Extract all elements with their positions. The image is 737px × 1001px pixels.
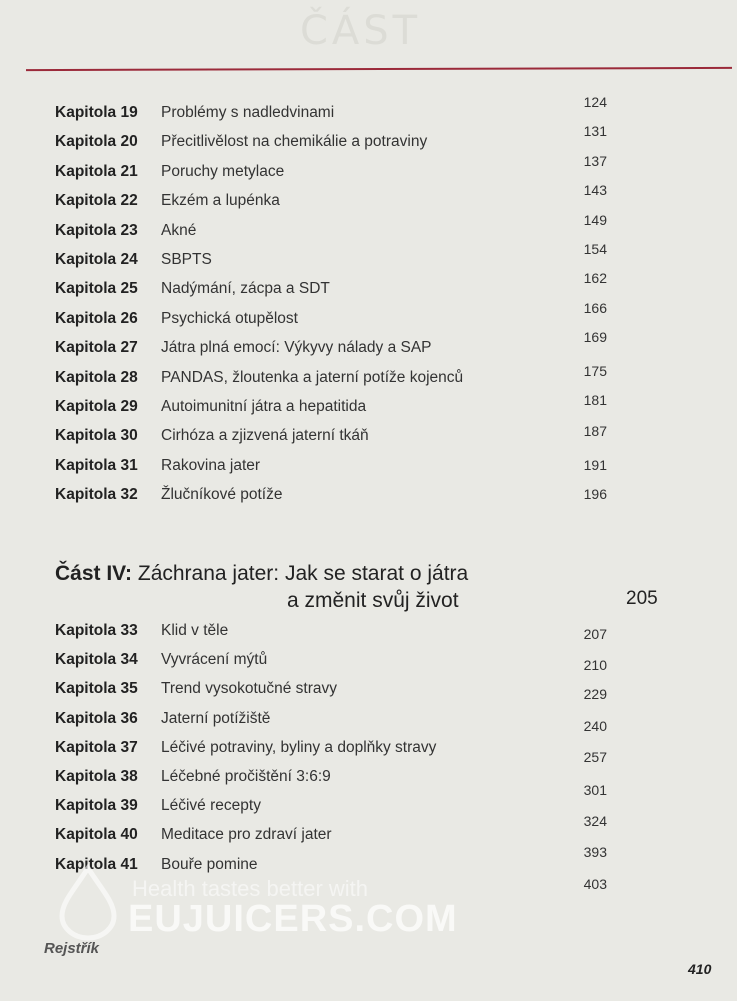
page-folio: 410: [688, 961, 712, 977]
chapter-title: Cirhóza a zjizvená jaterní tkáň: [161, 427, 369, 445]
chapter-label: Kapitola 38: [55, 768, 138, 785]
chapter-label: Kapitola 26: [55, 309, 138, 327]
chapter-page: 240: [583, 717, 607, 734]
chapter-title: SBPTS: [161, 251, 212, 268]
chapter-label: Kapitola 20: [55, 133, 138, 151]
chapter-page: 403: [583, 875, 607, 892]
chapter-title: Problémy s nadledvinami: [161, 104, 335, 121]
chapter-title: Rakovina jater: [161, 456, 261, 474]
watermark-brand: EUJUICERS.COM: [128, 898, 458, 940]
chapter-page: 257: [583, 748, 607, 765]
chapter-label: Kapitola 22: [55, 192, 138, 210]
part-label: Část IV:: [55, 562, 133, 585]
chapter-label: Kapitola 28: [55, 368, 138, 386]
chapter-page: 181: [583, 392, 607, 408]
chapter-title: PANDAS, žloutenka a jaterní potíže kojenců: [161, 368, 464, 386]
chapter-label: Kapitola 31: [55, 456, 138, 474]
chapter-page: 154: [583, 241, 607, 257]
part-title-line2: a změnit svůj život: [287, 589, 459, 612]
chapter-page: 393: [583, 844, 607, 861]
chapter-label: Kapitola 34: [55, 651, 138, 669]
chapter-title: Léčivé recepty: [161, 797, 261, 815]
chapter-page: 175: [583, 362, 607, 379]
part-heading: [55, 560, 468, 614]
chapter-page: 162: [583, 270, 607, 287]
chapter-page: 143: [583, 182, 607, 199]
chapter-label: Kapitola 35: [55, 680, 138, 698]
chapter-label: Kapitola 23: [55, 221, 138, 239]
part-page-number: 205: [626, 588, 658, 609]
index-link: Rejstřík: [44, 940, 100, 957]
chapter-title: Autoimunitní játra a hepatitida: [161, 398, 367, 415]
previous-heading-ghost: ČÁST: [300, 8, 422, 54]
chapter-title: Játra plná emocí: Výkyvy nálady a SAP: [161, 339, 432, 357]
chapter-page: 169: [583, 329, 607, 346]
chapter-label: Kapitola 36: [55, 709, 138, 727]
chapter-label: Kapitola 19: [55, 104, 138, 121]
watermark-tagline: Health tastes better with: [132, 876, 369, 901]
chapter-page: 166: [583, 299, 607, 316]
chapter-page: 149: [583, 211, 607, 228]
chapter-label: Kapitola 21: [55, 162, 138, 180]
chapter-label: Kapitola 37: [55, 738, 138, 756]
chapter-label: Kapitola 39: [55, 797, 138, 815]
chapter-page: 187: [583, 423, 607, 440]
chapter-title: Psychická otupělost: [161, 309, 298, 327]
chapter-title: Ekzém a lupénka: [161, 192, 280, 210]
header-rule: [26, 67, 732, 71]
chapter-page: 196: [583, 486, 607, 503]
chapter-label: Kapitola 25: [55, 280, 138, 298]
chapter-page: 191: [583, 456, 607, 473]
chapter-title: Žlučníkové potíže: [161, 486, 283, 504]
chapter-title: Poruchy metylace: [161, 162, 285, 180]
chapter-page: 207: [583, 626, 607, 642]
juice-drop-icon: [48, 862, 128, 942]
chapter-title: Klid v těle: [161, 622, 229, 639]
chapter-label: Kapitola 32: [55, 486, 138, 504]
chapter-title: Jaterní potížiště: [161, 709, 271, 727]
chapter-label: Kapitola 41: [55, 855, 138, 873]
chapter-label: Kapitola 29: [55, 398, 138, 415]
chapter-page: 131: [583, 123, 607, 140]
chapter-title: Vyvrácení mýtů: [161, 651, 268, 669]
chapter-label: Kapitola 33: [55, 622, 138, 639]
chapter-page: 137: [583, 152, 607, 169]
chapter-label: Kapitola 40: [55, 826, 138, 844]
chapter-title: Bouře pomine: [161, 855, 258, 873]
part-title-line1: Záchrana jater: Jak se starat o játra: [137, 562, 469, 585]
chapter-title: Přecitlivělost na chemikálie a potraviny: [161, 133, 428, 151]
chapter-page: 324: [583, 813, 607, 830]
chapter-title: Nadýmání, zácpa a SDT: [161, 280, 330, 298]
chapter-label: Kapitola 27: [55, 339, 138, 357]
chapter-page: 301: [583, 782, 607, 798]
chapter-title: Meditace pro zdraví jater: [161, 826, 332, 844]
chapter-page: 229: [583, 686, 607, 703]
chapter-title: Akné: [161, 221, 197, 239]
chapter-title: Léčebné pročištění 3:6:9: [161, 768, 331, 785]
chapter-page: 124: [583, 94, 607, 110]
chapter-title: Trend vysokotučné stravy: [161, 680, 338, 698]
chapter-label: Kapitola 30: [55, 427, 138, 445]
chapter-title: Léčivé potraviny, byliny a doplňky stravy: [161, 738, 437, 756]
chapter-page: 210: [583, 657, 607, 674]
chapter-label: Kapitola 24: [55, 251, 138, 268]
